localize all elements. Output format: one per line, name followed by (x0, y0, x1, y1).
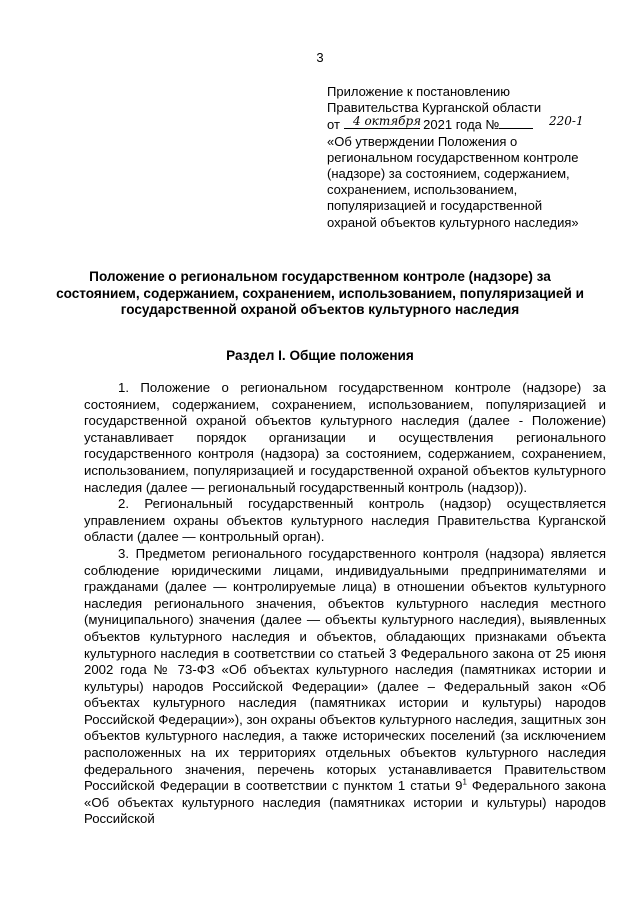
document-body (84, 380, 606, 828)
appendix-date-line (327, 116, 607, 133)
date-prefix: от (327, 117, 340, 133)
appendix-line: региональном государственном контроле (327, 149, 579, 165)
paragraph-3 (84, 546, 606, 828)
footnote-superscript: 1 (462, 777, 467, 787)
appendix-line: Приложение к постановлению (327, 84, 510, 99)
handwritten-number: 220-1 (549, 114, 584, 129)
date-year: 2021 года № (423, 117, 500, 133)
appendix-line: сохранением, использованием, (327, 182, 518, 198)
handwritten-date: 4 октября (353, 114, 422, 129)
page-number: 3 (316, 50, 324, 65)
paragraph-1: 1. Положение о региональном государственном контроле (надзоре) за состоянием, содержанием, сохранением, использованием, популяризацией и государственной охраной объектов культурного наследия (далее - Положение) устанавливает порядок организации и осуществления регионального государственного контроля (надзора) за состоянием, содержанием, сохранением, использованием, популяризацией и государственной охраной объектов культурного наследия (далее — региональный государственный контроль (надзор)). (84, 380, 606, 495)
section-title: Раздел I. Общие положения (226, 348, 414, 363)
appendix-line: охраной объектов культурного наследия» (327, 214, 579, 230)
paragraph-3-continuation: Федерального закона «Об объектах культурного наследия (памятниках истории и культуры) народов Российской (84, 778, 606, 827)
document-title: Положение о региональном государственном контроле (надзоре) за состоянием, содержанием, сохранением, использованием, популяризацией и государственной охраной объектов культурного наследия (56, 269, 584, 317)
appendix-line: (надзоре) за состоянием, содержанием, (327, 166, 570, 182)
appendix-line: популяризацией и государственной (327, 198, 543, 214)
appendix-line: Правительства Курганской области (327, 100, 542, 116)
paragraph-3-text: 3. Предметом регионального государственного контроля (надзора) является соблюдение юридическими лицами, индивидуальными предпринимателями и гражданами (далее — контролируемые лица) в отношении объектов культурного наследия регионального значения, объектов культурного наследия местного (муниципального) значения (далее — объекты культурного наследия), выявленных объектов культурного наследия и объектов, обладающих признаками объекта культурного наследия в соответствии со статьей 3 Федерального закона от 25 июня 2002 года № 73-ФЗ «Об объектах культурного наследия (памятниках истории и культуры) народов Российской Федерации» (далее – Федеральный закон «Об объектах культурного наследия (памятниках истории и культуры) народов Российской Федерации»), зон охраны объектов культурного наследия, защитных зон объектов культурного наследия, а также исторических поселений (за исключением расположенных на их территориях отдельных объектов культурного наследия федерального значения, перечень которых устанавливается Правительством Российской Федерации в соответствии с пунктом 1 статьи 9 (84, 545, 606, 794)
appendix-line: «Об утверждении Положения о (327, 133, 518, 149)
appendix-block (327, 84, 607, 231)
number-blank (499, 116, 533, 129)
paragraph-2: 2. Региональный государственный контроль (надзор) осуществляется управлением охраны объектов культурного наследия Правительства Курганской области (далее — контрольный орган). (84, 496, 606, 545)
